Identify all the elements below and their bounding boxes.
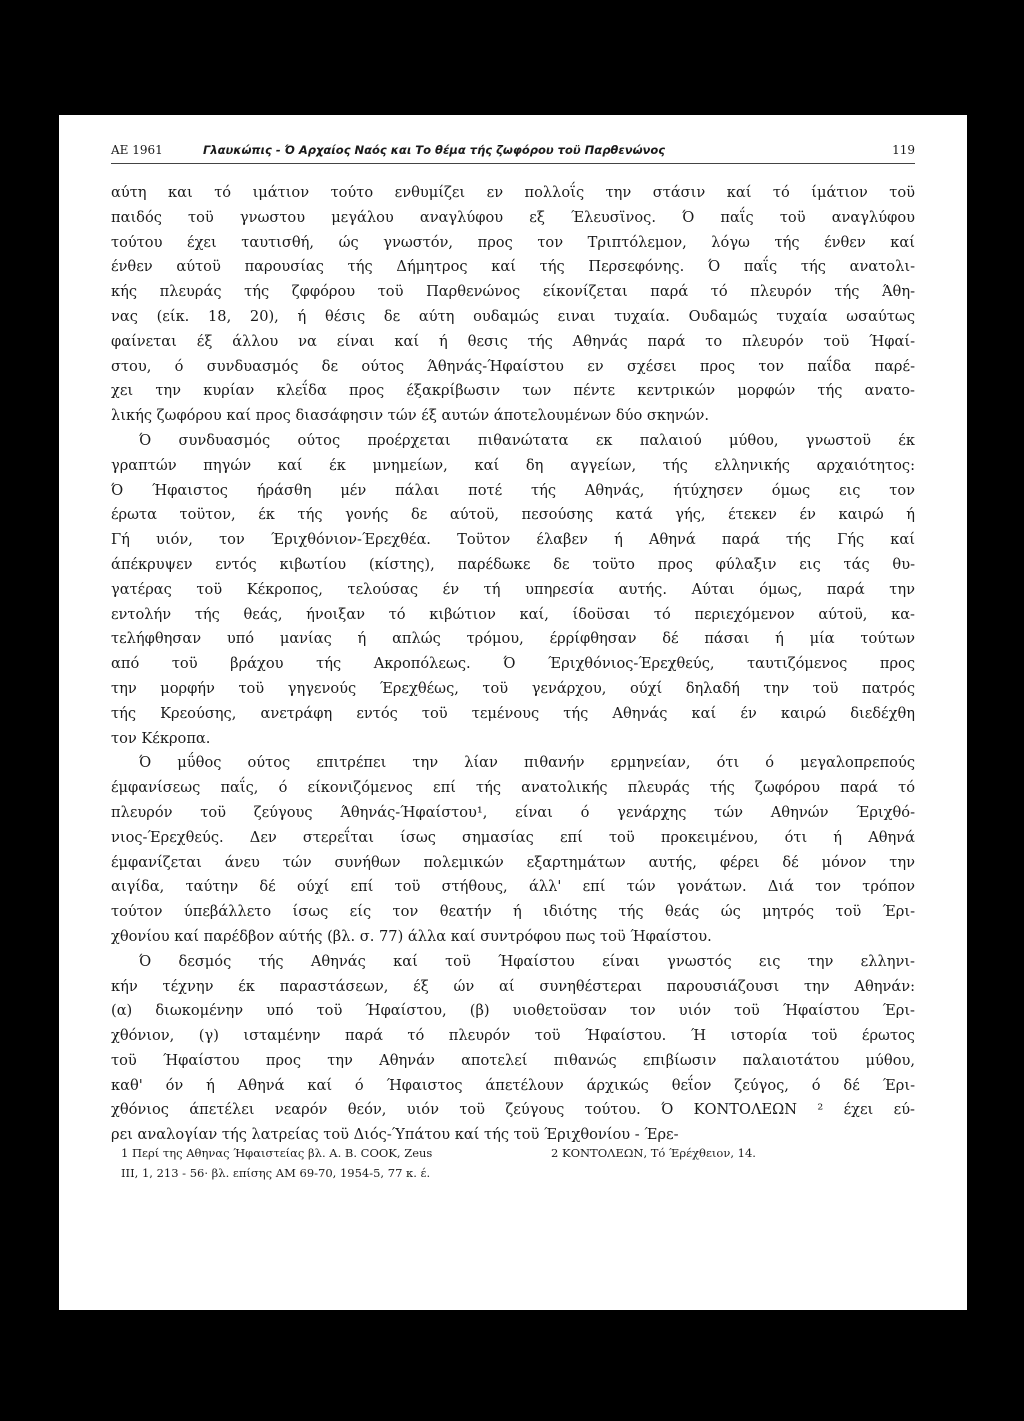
- text-line: (α) διωκομένην υπό τοϋ Ήφαίστου, (β) υιοθετοϋσαν τον υιόν τοϋ Ήφαίστου Έρι-: [111, 1002, 915, 1020]
- footnote-1-line-2: ΙΙΙ, 1, 213 - 56· βλ. επίσης ΑΜ 69-70, 1954-5, 77 κ. έ.: [121, 1166, 431, 1180]
- text-line: πλευρόν τοϋ ζεύγους Άθηνάς-Ήφαίστου¹, είναι ό γενάρχης τών Αθηνών Έριχθό-: [111, 803, 915, 821]
- text-line: νας (είκ. 18, 20), ή θέσις δε αύτη ουδαμώς ειναι τυχαία. Ουδαμώς τυχαία ωσαύτως: [111, 307, 915, 325]
- text-line: αύτη και τό ιμάτιον τούτο ενθυμίζει εν πολλοΐς την στάσιν καί τό ίμάτιον τοϋ: [111, 184, 915, 201]
- text-line: Ό δεσμός τής Αθηνάς καί τοϋ Ήφαίστου είναι γνωστός εις την ελληνι-: [139, 952, 915, 970]
- page-number: 119: [892, 143, 915, 157]
- text-line: τον Κέκροπα.: [111, 729, 211, 747]
- body-text: [111, 181, 915, 1148]
- text-line: γραπτών πηγών καί έκ μνημείων, καί δη αγγείων, τής ελληνικής αρχαιότητος:: [111, 456, 915, 474]
- text-line: αιγίδα, ταύτην δέ ούχί επί τοϋ στήθους, άλλ' επί τών γονάτων. Διά τον τρόπον: [111, 878, 915, 896]
- text-line: χθόνιος άπετέλει νεαρόν θεόν, υιόν τοϋ ζεύγους τούτου. Ό ΚΟΝΤΟΛΕΩΝ ² έχει εύ-: [111, 1101, 915, 1119]
- text-line: τούτον ύπεβάλλετο ίσως είς τον θεατήν ή ιδιότης τής θεάς ώς μητρός τοϋ Έρι-: [111, 903, 915, 921]
- text-line: Ό μΰθος ούτος επιτρέπει την λίαν πιθανήν ερμηνείαν, ότι ό μεγαλοπρεπούς: [139, 754, 915, 772]
- journal-reference: ΑΕ 1961: [111, 143, 163, 157]
- text-line: τελήφθησαν υπό μανίας ή απλώς τρόμου, έρρίφθησαν δέ πάσαι ή μία τούτων: [111, 630, 915, 648]
- running-header: [111, 143, 915, 161]
- text-line: ρει αναλογίαν τής λατρείας τοϋ Διός-Ύπάτου καί τής τοϋ Έριχθονίου - Έρε-: [111, 1126, 679, 1144]
- text-line: τούτου έχει ταυτισθή, ώς γνωστόν, προς τον Τριπτόλεμον, λόγω τής ένθεν καί: [111, 233, 915, 251]
- text-line: λικής ζωφόρου καί προς διασάφησιν τών έξ αυτών άποτελουμένων δύο σκηνών.: [111, 407, 710, 425]
- footnote-2: 2 ΚΟΝΤΟΛΕΩΝ, Τό Έρέχθειον, 14.: [551, 1146, 756, 1160]
- text-line: χει την κυρίαν κλεΐδα προς έξακρίβωσιν των πέντε κεντρικών μορφών τής ανατο-: [111, 382, 915, 400]
- text-line: νιος-Έρεχθεύς. Δεν στερεΐται ίσως σημασίας επί τοϋ προκειμένου, ότι ή Αθηνά: [111, 828, 915, 846]
- text-line: καθ' όν ή Αθηνά καί ό Ήφαιστος άπετέλουν άρχικώς θεΐον ζεύγος, ό δέ Έρι-: [111, 1076, 915, 1094]
- text-line: τοϋ Ήφαίστου προς την Αθηνάν αποτελεί πιθανώς επιβίωσιν παλαιοτάτου μύθου,: [111, 1051, 915, 1069]
- text-line: παιδός τοϋ γνωστου μεγάλου αναγλύφου εξ Έλευσϊνος. Ό παΐς τοϋ αναγλύφου: [111, 208, 915, 226]
- text-line: Γή υιόν, τον Έριχθόνιον-Έρεχθέα. Τοϋτον έλαβεν ή Αθηνά παρά τής Γής καί: [111, 531, 915, 549]
- text-line: Ό Ήφαιστος ήράσθη μέν πάλαι ποτέ τής Αθηνάς, ήτύχησεν όμως εις τον: [111, 481, 915, 499]
- running-title: Γλαυκώπις - Ό Αρχαίος Ναός και Το θέμα τής ζωφόρου τοϋ Παρθενώνος: [203, 143, 666, 157]
- document-page: [59, 115, 967, 1310]
- text-line: κήν τέχνην έκ παραστάσεων, έξ ών αί συνηθέστεραι παρουσιάζουσι την Αθηνάν:: [111, 977, 915, 995]
- text-line: έμφανίζεται άνευ τών συνήθων πολεμικών εξαρτημάτων αυτής, φέρει δέ μόνον την: [111, 853, 915, 871]
- text-line: Ό συνδυασμός ούτος προέρχεται πιθανώτατα εκ παλαιού μύθου, γνωστοϋ έκ: [139, 431, 915, 449]
- header-rule: [111, 163, 915, 164]
- text-line: ένθεν αύτοϋ παρουσίας τής Δήμητρος καί τής Περσεφόνης. Ό παΐς τής ανατολι-: [111, 258, 915, 276]
- text-line: άπέκρυψεν εντός κιβωτίου (κίστης), παρέδωκε δε τοϋτο προς φύλαξιν εις τάς θυ-: [111, 555, 915, 573]
- footnote-1: [121, 1143, 481, 1183]
- text-line: τής Κρεούσης, ανετράφη εντός τοϋ τεμένους τής Αθηνάς καί έν καιρώ διεδέχθη: [111, 704, 915, 722]
- text-line: έρωτα τοϋτον, έκ τής γονής δε αύτοϋ, πεσούσης κατά γής, έτεκεν έν καιρώ ή: [111, 506, 915, 524]
- text-line: γατέρας τοϋ Κέκροπος, τελούσας έν τή υπηρεσία αυτής. Αύται όμως, παρά την: [111, 580, 915, 598]
- text-line: έμφανίσεως παΐς, ό είκονιζόμενος επί τής ανατολικής πλευράς τής ζωφόρου παρά τό: [111, 779, 915, 797]
- text-line: χθόνιον, (γ) ισταμένην παρά τό πλευρόν τοϋ Ήφαίστου. Ή ιστορία τοϋ έρωτος: [111, 1027, 915, 1045]
- text-line: από τοϋ βράχου τής Ακροπόλεως. Ό Έριχθόνιος-Έρεχθεύς, ταυτιζόμενος προς: [111, 655, 915, 673]
- text-line: την μορφήν τοϋ γηγενούς Έρεχθέως, τοϋ γενάρχου, ούχί δηλαδή την τοϋ πατρός: [111, 679, 915, 697]
- text-line: εντολήν τής θεάς, ήνοιξαν τό κιβώτιον καί, ίδοϋσαι τό περιεχόμενον αύτοϋ, κα-: [111, 605, 915, 623]
- text-line: στου, ό συνδυασμός δε ούτος Άθηνάς-Ήφαίστου εν σχέσει προς τον παΐδα παρέ-: [111, 357, 915, 375]
- text-line: φαίνεται έξ άλλου να είναι καί ή θεσις τής Αθηνάς παρά το πλευρόν τοϋ Ήφαί-: [111, 332, 915, 350]
- text-line: κής πλευράς τής ζφφόρου τοϋ Παρθενώνος είκονίζεται παρά τό πλευρόν τής Άθη-: [111, 283, 915, 301]
- text-line: χθονίου καί παρέδβον αύτής (βλ. σ. 77) άλλα καί συντρόφου πως τοϋ Ήφαίστου.: [111, 927, 712, 945]
- footnote-1-line-1: 1 Περί της Αθηνας Ήφαιστείας βλ. Α. Β. COOK, Zeus: [121, 1146, 433, 1160]
